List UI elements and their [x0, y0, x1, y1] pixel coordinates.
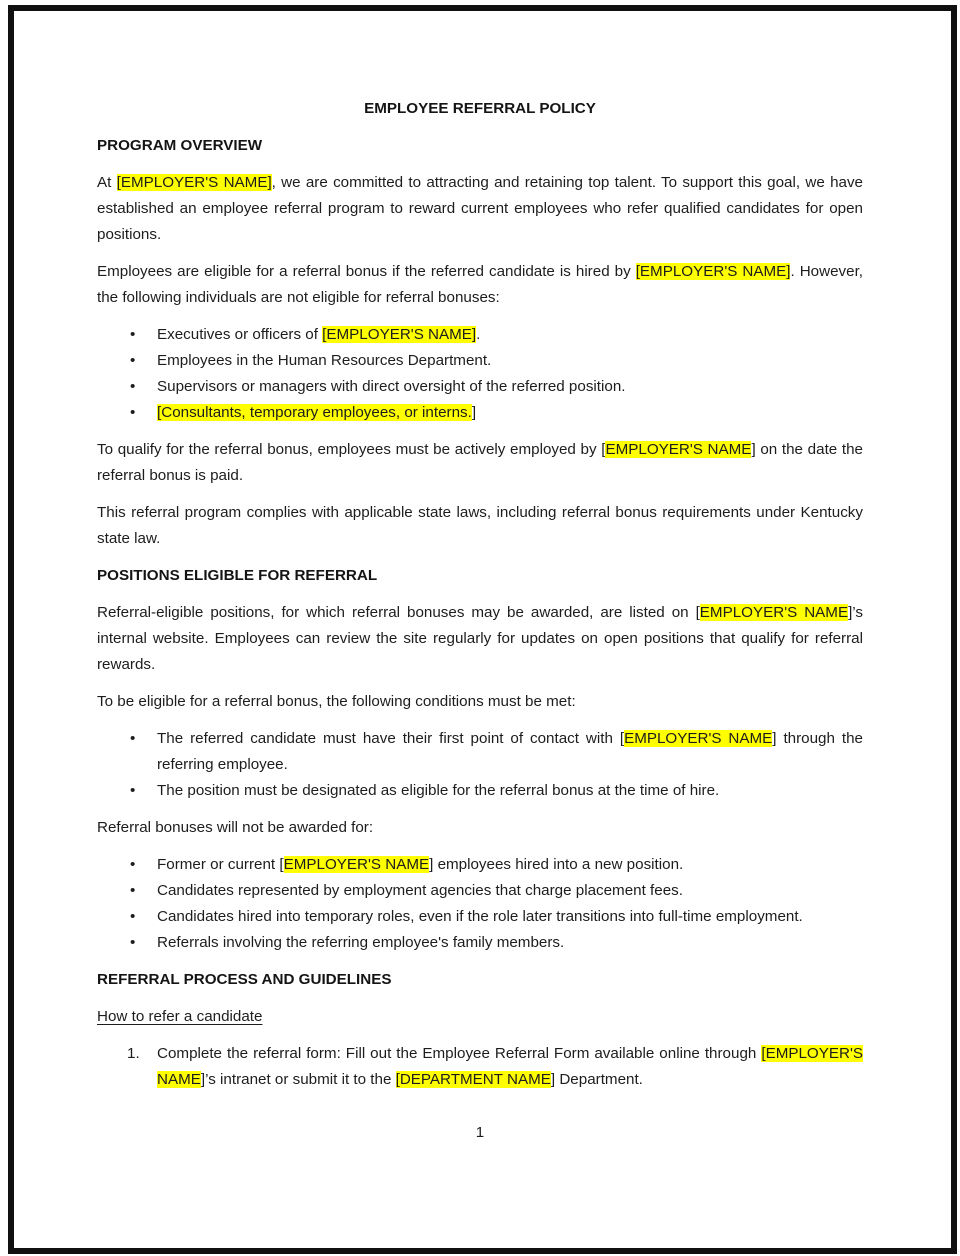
page-border: [8, 5, 957, 1254]
placeholder-highlight: [DEPARTMENT NAME: [395, 1071, 551, 1088]
list-item: [157, 878, 863, 904]
text-segment: .: [476, 326, 481, 343]
text-segment: Referral-eligible positions, for which referral bonuses may be awarded, are listed on [: [97, 604, 700, 621]
text-segment: Candidates hired into temporary roles, even if the role later transitions into full-time employment.: [157, 908, 803, 925]
section-heading-positions-eligible: POSITIONS ELIGIBLE FOR REFERRAL: [97, 567, 378, 584]
document-content: [14, 11, 951, 1146]
document-title: EMPLOYEE REFERRAL POLICY: [364, 100, 596, 117]
placeholder-highlight: [Consultants, temporary employees, or interns.: [157, 404, 472, 421]
placeholder-highlight: EMPLOYER'S NAME: [624, 730, 773, 747]
text-segment: Executives or officers of: [157, 326, 323, 343]
page-number: 1: [475, 1124, 485, 1141]
text-segment: Referrals involving the referring employee's family members.: [157, 934, 565, 951]
placeholder-highlight: EMPLOYER'S NAME: [605, 441, 752, 458]
text-segment: At: [97, 174, 117, 191]
text-segment: The referred candidate must have their first point of contact with [: [157, 730, 625, 747]
text-segment: Referral bonuses will not be awarded for:: [97, 819, 374, 836]
placeholder-highlight: [EMPLOYER'S NAME]: [322, 326, 477, 343]
subheading-how-to-refer: How to refer a candidate: [97, 1008, 263, 1025]
text-segment: Employees in the Human Resources Department.: [157, 352, 492, 369]
section-heading-program-overview: PROGRAM OVERVIEW: [97, 137, 263, 154]
list-item: [157, 322, 863, 348]
text-segment: ]’s intranet or submit it to the: [200, 1071, 396, 1088]
list-item: [157, 348, 863, 374]
list-item: [157, 374, 863, 400]
text-segment: Candidates represented by employment agencies that charge placement fees.: [157, 882, 683, 899]
text-segment: ]: [471, 404, 477, 421]
text-segment: Employees are eligible for a referral bonus if the referred candidate is hired by: [97, 263, 636, 280]
paragraph-positions-3: [97, 815, 863, 841]
ineligible-individuals-list: [97, 322, 863, 426]
text-segment: This referral program complies with applicable state laws, including referral bonus requirements under Kentucky state law.: [97, 504, 863, 547]
paragraph-overview-1: [97, 170, 863, 248]
paragraph-overview-4: [97, 500, 863, 552]
text-segment: . However, the following individuals are not eligible for referral bonuses:: [97, 263, 864, 306]
placeholder-highlight: EMPLOYER'S NAME: [283, 856, 430, 873]
text-segment: , we are committed to attracting and retaining top talent. To support this goal, we have established an employee referral program to reward current employees who refer qualified candidates for open positions.: [97, 174, 863, 243]
list-item: [157, 1041, 863, 1093]
text-segment: ] employees hired into a new position.: [429, 856, 684, 873]
list-item: [157, 778, 863, 804]
text-segment: The position must be designated as eligible for the referral bonus at the time of hire.: [157, 782, 720, 799]
placeholder-highlight: [EMPLOYER'S NAME]: [116, 174, 272, 191]
paragraph-positions-1: [97, 600, 863, 678]
paragraph-overview-2: [97, 259, 863, 311]
text-segment: ] Department.: [550, 1071, 643, 1088]
list-item: [157, 930, 863, 956]
text-segment: Former or current [: [157, 856, 284, 873]
list-item: [157, 852, 863, 878]
list-item: [157, 726, 863, 778]
text-segment: To be eligible for a referral bonus, the following conditions must be met:: [97, 693, 576, 710]
placeholder-highlight: EMPLOYER'S NAME: [699, 604, 849, 621]
section-heading-referral-process: REFERRAL PROCESS AND GUIDELINES: [97, 971, 392, 988]
text-segment: ] on the date the referral bonus is paid.: [97, 441, 864, 484]
eligibility-conditions-list: [97, 726, 863, 804]
list-item: [157, 400, 863, 426]
text-segment: ] through the referring employee.: [157, 730, 863, 773]
placeholder-highlight: [EMPLOYER'S NAME]: [635, 263, 791, 280]
text-segment: ]’s internal website. Employees can review the site regularly for updates on open positions that qualify for referral rewards.: [97, 604, 863, 673]
not-awarded-list: [97, 852, 863, 956]
referral-steps-list: [97, 1041, 863, 1093]
text-segment: Complete the referral form: Fill out the Employee Referral Form available online through: [157, 1045, 762, 1062]
placeholder-highlight: [EMPLOYER'S NAME: [157, 1045, 863, 1088]
text-segment: To qualify for the referral bonus, employees must be actively employed by [: [97, 441, 606, 458]
list-item: [157, 904, 863, 930]
text-segment: Supervisors or managers with direct oversight of the referred position.: [157, 378, 626, 395]
paragraph-overview-3: [97, 437, 863, 489]
paragraph-positions-2: [97, 689, 863, 715]
